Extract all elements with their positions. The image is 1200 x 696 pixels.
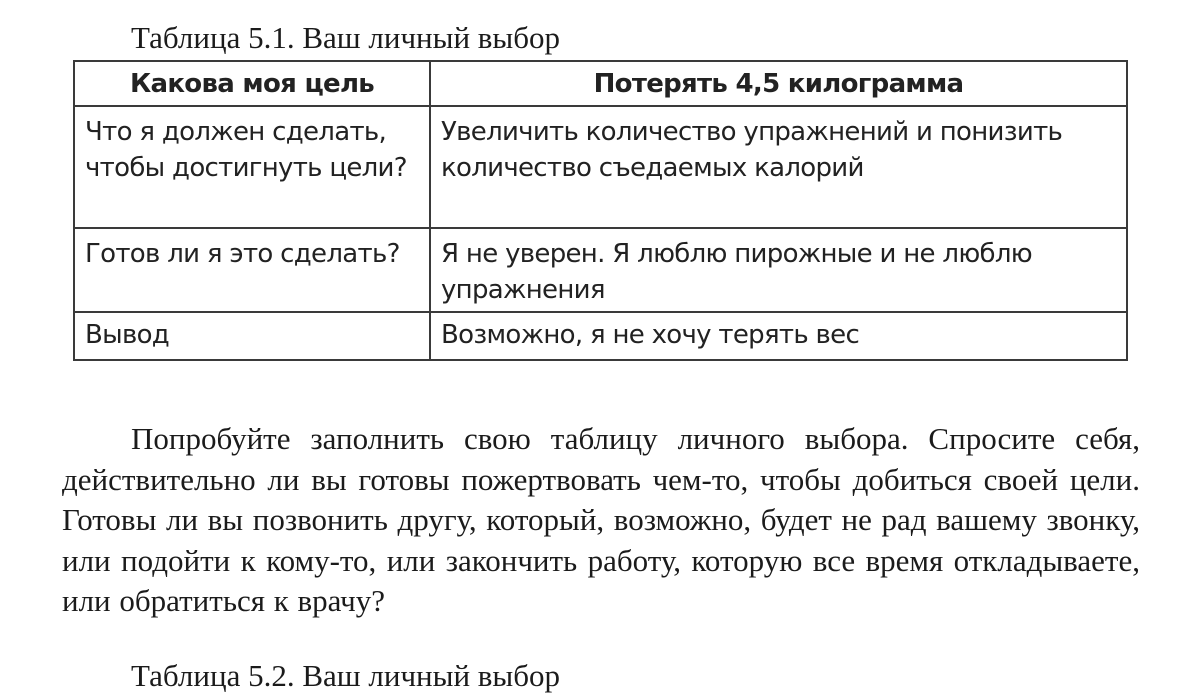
- personal-choice-table: [73, 60, 1128, 361]
- body-paragraph: Попробуйте заполнить свою таблицу личного выбора. Спросите себя, действительно ли вы готовы пожертвовать чем-то, чтобы добиться своей цели. Готовы ли вы позвонить другу, который, возможно, будет не рад вашему звонку, или подойти к кому-то, или закончить работу, которую все время откладываете, или обратиться к врачу?: [62, 421, 1140, 618]
- table-header-row: [74, 61, 1127, 106]
- row-question-cell: Вывод: [74, 312, 430, 360]
- table-row: [74, 312, 1127, 360]
- table-row: [74, 228, 1127, 312]
- header-goal-value: Потерять 4,5 килограмма: [430, 61, 1127, 106]
- row-answer-cell: Возможно, я не хочу терять вес: [430, 312, 1127, 360]
- row-question-cell: Готов ли я это сделать?: [74, 228, 430, 312]
- table-caption: Таблица 5.1. Ваш личный выбор: [131, 20, 561, 55]
- row-answer-cell: Я не уверен. Я люблю пирожные и не люблю упражнения: [430, 228, 1127, 312]
- row-question-cell: Что я должен сделать, чтобы достигнуть цели?: [74, 106, 430, 228]
- row-answer-cell: Увеличить количество упражнений и понизить количество съедаемых калорий: [430, 106, 1127, 228]
- header-goal-label: Какова моя цель: [74, 61, 430, 106]
- table-row: [74, 106, 1127, 228]
- next-table-caption: Таблица 5.2. Ваш личный выбор: [131, 658, 561, 693]
